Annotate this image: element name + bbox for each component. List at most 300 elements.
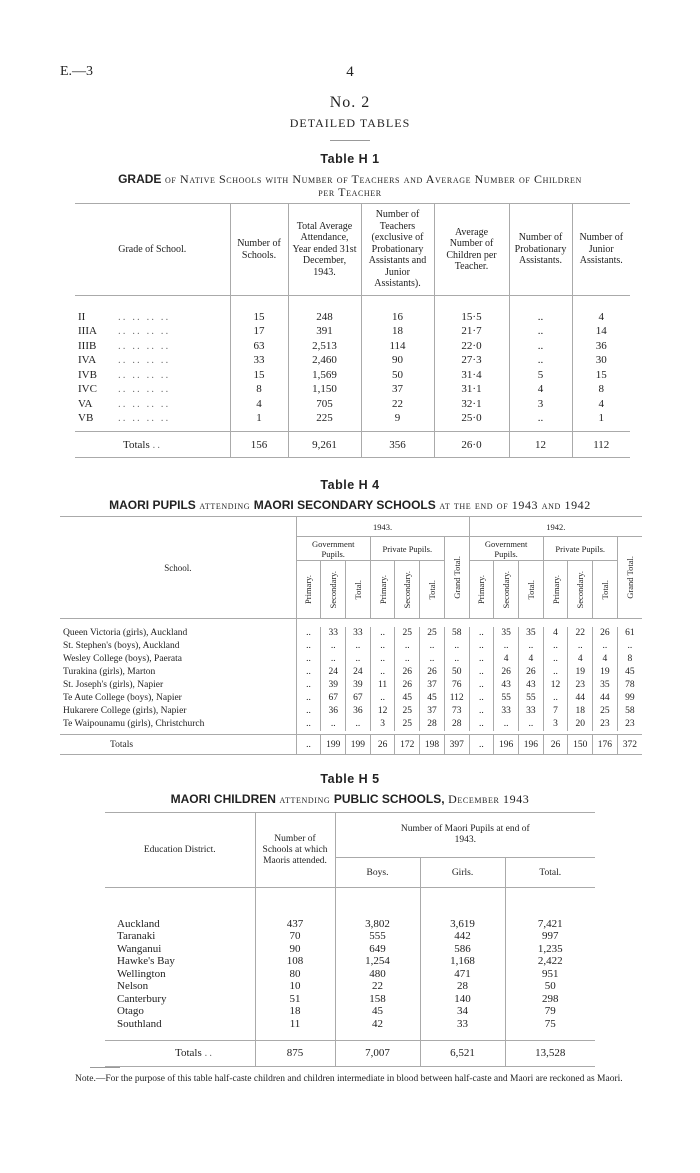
cell: .. [370, 666, 395, 679]
cell: 90 [255, 943, 335, 956]
cell: 26 [395, 666, 420, 679]
column-header: Boys. [335, 858, 420, 888]
totals-label: Totals .. [175, 1047, 214, 1059]
cell: 356 [361, 432, 434, 458]
cell: 25 [395, 705, 420, 718]
cell: .. [469, 692, 494, 705]
cell: 12 [543, 679, 568, 692]
cell: .. [543, 653, 568, 666]
cell: 11 [370, 679, 395, 692]
column-header: Primary. [550, 575, 561, 604]
row-label: II .. .. .. .. [78, 310, 171, 323]
column-header: Number of Junior Assistants. [572, 204, 630, 296]
cell: 7 [543, 705, 568, 718]
row-label: IVB .. .. .. .. [78, 368, 171, 381]
table-row [75, 310, 630, 325]
cell: 140 [420, 993, 505, 1006]
cell: .. [509, 310, 572, 325]
cell: 30 [572, 353, 630, 368]
cell: 44 [593, 692, 618, 705]
table-row [75, 353, 630, 368]
column-header: Total Average Attendance, Year ended 31st December, 1943. [288, 204, 361, 296]
column-header: Total. [352, 579, 363, 600]
table-h5 [105, 812, 595, 1067]
cell: 39 [346, 679, 371, 692]
cell: 19 [593, 666, 618, 679]
cell: .. [420, 653, 445, 666]
cell: 442 [420, 930, 505, 943]
cell: 67 [346, 692, 371, 705]
column-header: Total. [599, 579, 610, 600]
cell: 471 [420, 968, 505, 981]
table-row [60, 666, 642, 679]
column-header: Total. [505, 858, 595, 888]
cell: 3 [370, 718, 395, 731]
cell: 26·0 [434, 432, 509, 458]
table-totals-row [75, 432, 630, 458]
cell: 33 [420, 1018, 505, 1031]
cell: 150 [568, 735, 593, 755]
cell: 15 [230, 310, 288, 325]
year-header: 1942. [469, 517, 642, 537]
cell: .. [321, 653, 346, 666]
divider [90, 1067, 120, 1068]
cell: 196 [518, 735, 543, 755]
cell: 27·3 [434, 353, 509, 368]
cell: 158 [335, 993, 420, 1006]
cell: 5 [509, 368, 572, 383]
cell: 12 [370, 705, 395, 718]
column-header: Grade of School. [118, 243, 187, 255]
row-label: Nelson [117, 980, 149, 993]
cell: .. [321, 718, 346, 731]
heading-bold: PUBLIC SCHOOLS, [333, 792, 445, 806]
cell: 9 [361, 411, 434, 426]
cell: 45 [420, 692, 445, 705]
table-row [105, 993, 595, 1006]
cell: 705 [288, 397, 361, 412]
table-row [75, 368, 630, 383]
cell: 3 [509, 397, 572, 412]
cell: 34 [420, 1005, 505, 1018]
cell: 35 [593, 679, 618, 692]
cell: 25·0 [434, 411, 509, 426]
column-header: Education District. [143, 845, 216, 855]
cell: 24 [321, 666, 346, 679]
cell: 114 [361, 339, 434, 354]
cell: 33 [518, 705, 543, 718]
table-row [105, 968, 595, 981]
cell: 18 [255, 1005, 335, 1018]
cell: 4 [572, 397, 630, 412]
table-row [105, 1005, 595, 1018]
cell: .. [370, 640, 395, 653]
row-label: Wanganui [117, 942, 162, 955]
page-left-header: E.—3 [60, 64, 94, 79]
cell: 33 [230, 353, 288, 368]
cell: 17 [230, 324, 288, 339]
row-label: Te Aute College (boys), Napier [63, 693, 182, 703]
table-h4-heading [0, 498, 700, 513]
cell: 22·0 [434, 339, 509, 354]
cell: 15 [572, 368, 630, 383]
cell: 3 [543, 718, 568, 731]
cell: 1,168 [420, 955, 505, 968]
column-header: Girls. [420, 858, 505, 888]
table-row [60, 627, 642, 640]
cell: .. [469, 735, 494, 755]
table-row [105, 955, 595, 968]
row-label: Hawke's Bay [117, 955, 175, 968]
table-row [60, 640, 642, 653]
cell: 199 [321, 735, 346, 755]
cell: 67 [321, 692, 346, 705]
table-row [75, 382, 630, 397]
cell: 951 [505, 968, 595, 981]
column-header: Secondary. [501, 570, 512, 609]
totals-label: Totals [110, 739, 134, 750]
cell: 4 [543, 627, 568, 640]
cell: 112 [444, 692, 469, 705]
heading-rest: at the end of 1943 and 1942 [439, 498, 591, 512]
cell: 36 [346, 705, 371, 718]
table-totals-row [105, 1040, 595, 1066]
cell: 4 [509, 382, 572, 397]
cell: .. [518, 640, 543, 653]
cell: 58 [617, 705, 642, 718]
cell: .. [296, 640, 321, 653]
column-header: Secondary. [402, 570, 413, 609]
cell: .. [509, 324, 572, 339]
cell: 25 [593, 705, 618, 718]
cell: 1,150 [288, 382, 361, 397]
row-label: Wellington [117, 967, 166, 980]
cell: 23 [568, 679, 593, 692]
cell: 20 [568, 718, 593, 731]
cell: 3,802 [335, 918, 420, 931]
cell: .. [469, 640, 494, 653]
cell: 80 [255, 968, 335, 981]
cell: .. [296, 705, 321, 718]
cell: 649 [335, 943, 420, 956]
table-row [60, 692, 642, 705]
cell: 51 [255, 993, 335, 1006]
cell: .. [321, 640, 346, 653]
cell: .. [420, 640, 445, 653]
cell: 28 [444, 718, 469, 731]
year-header: 1943. [296, 517, 469, 537]
cell: 156 [230, 432, 288, 458]
column-header: Primary. [303, 575, 314, 604]
cell: 1,235 [505, 943, 595, 956]
cell: 997 [505, 930, 595, 943]
cell: 2,422 [505, 955, 595, 968]
cell: .. [296, 666, 321, 679]
table-row [60, 653, 642, 666]
cell: 4 [568, 653, 593, 666]
cell: .. [469, 666, 494, 679]
table-row [75, 339, 630, 354]
cell: .. [296, 627, 321, 640]
cell: .. [518, 718, 543, 731]
page-number: 4 [346, 64, 354, 80]
cell: 26 [518, 666, 543, 679]
column-group-header: Private Pupils. [370, 537, 444, 561]
cell: 22 [335, 980, 420, 993]
cell: .. [494, 718, 519, 731]
cell: 25 [395, 627, 420, 640]
cell: .. [509, 339, 572, 354]
footnote: Note.—For the purpose of this table half-caste children and children intermediate in blood between half-caste and Maori are reckoned as Maori. [75, 1074, 623, 1084]
row-label: IVA .. .. .. .. [78, 354, 171, 367]
heading-rest: attending [279, 792, 331, 806]
cell: 45 [335, 1005, 420, 1018]
column-header: Primary. [476, 575, 487, 604]
table-h1-label: Table H 1 [320, 152, 380, 166]
cell: 26 [543, 735, 568, 755]
row-label: St. Joseph's (girls), Napier [63, 680, 164, 690]
cell: 45 [395, 692, 420, 705]
column-header: Grand Total. [451, 556, 462, 599]
cell: 31·4 [434, 368, 509, 383]
column-header: Number of Schools. [230, 204, 288, 296]
cell: .. [494, 640, 519, 653]
section-number: No. 2 [329, 94, 371, 111]
cell: 372 [617, 735, 642, 755]
cell: 875 [255, 1040, 335, 1066]
cell: 196 [494, 735, 519, 755]
column-header: Primary. [377, 575, 388, 604]
cell: 9,261 [288, 432, 361, 458]
column-group-header: Government Pupils. [296, 537, 370, 561]
heading-rest: December 1943 [448, 792, 530, 806]
row-label: St. Stephen's (boys), Auckland [63, 641, 180, 651]
cell: 22 [361, 397, 434, 412]
table-totals-row [60, 735, 642, 755]
table-row [75, 324, 630, 339]
cell: 26 [420, 666, 445, 679]
cell: 18 [568, 705, 593, 718]
column-header: School. [164, 562, 192, 573]
cell: .. [617, 640, 642, 653]
cell: 50 [361, 368, 434, 383]
table-row [105, 1018, 595, 1031]
table-row [105, 918, 595, 931]
table-header-row [75, 204, 630, 296]
column-group-header: Private Pupils. [543, 537, 617, 561]
cell: 437 [255, 918, 335, 931]
table-row [105, 943, 595, 956]
cell: 58 [444, 627, 469, 640]
cell: 16 [361, 310, 434, 325]
table-row [60, 679, 642, 692]
table-row [75, 397, 630, 412]
cell: 61 [617, 627, 642, 640]
cell: 176 [593, 735, 618, 755]
cell: .. [395, 640, 420, 653]
row-label: Queen Victoria (girls), Auckland [63, 628, 188, 638]
cell: 31·1 [434, 382, 509, 397]
cell: .. [469, 653, 494, 666]
cell: 44 [568, 692, 593, 705]
cell: .. [543, 692, 568, 705]
cell: 73 [444, 705, 469, 718]
cell: 50 [505, 980, 595, 993]
cell: 1,254 [335, 955, 420, 968]
cell: 36 [321, 705, 346, 718]
cell: 172 [395, 735, 420, 755]
cell: 4 [572, 310, 630, 325]
cell: 4 [518, 653, 543, 666]
cell: .. [296, 692, 321, 705]
cell: 298 [505, 993, 595, 1006]
column-group-header: Number of Maori Pupils at end of 1943. [335, 813, 595, 858]
cell: 8 [617, 653, 642, 666]
cell: 391 [288, 324, 361, 339]
cell: 14 [572, 324, 630, 339]
column-header: Number of Schools at which Maoris attended. [255, 813, 335, 888]
cell: 13,528 [505, 1040, 595, 1066]
column-header: Total. [427, 579, 437, 600]
row-label: Wesley College (boys), Paerata [63, 654, 183, 664]
cell: .. [469, 705, 494, 718]
cell: .. [444, 653, 469, 666]
heading-bold: GRADE [118, 172, 162, 186]
cell: 37 [420, 679, 445, 692]
cell: 76 [444, 679, 469, 692]
cell: 25 [395, 718, 420, 731]
table-header-row [60, 517, 642, 537]
table-h5-heading [0, 792, 700, 807]
cell: 15·5 [434, 310, 509, 325]
cell: 248 [288, 310, 361, 325]
cell: .. [469, 718, 494, 731]
row-label: Te Waipounamu (girls), Christchurch [63, 719, 205, 729]
column-header: Secondary. [575, 570, 586, 609]
cell: .. [346, 718, 371, 731]
table-row [105, 980, 595, 993]
table-h5-label: Table H 5 [320, 772, 380, 786]
column-header: Secondary. [328, 570, 339, 609]
cell: 55 [518, 692, 543, 705]
cell: .. [593, 640, 618, 653]
cell: 8 [230, 382, 288, 397]
table-row [60, 705, 642, 718]
table-h4-label: Table H 4 [320, 478, 380, 492]
cell: 10 [255, 980, 335, 993]
cell: .. [346, 653, 371, 666]
cell: .. [296, 735, 321, 755]
cell: 4 [230, 397, 288, 412]
cell: 586 [420, 943, 505, 956]
cell: .. [370, 692, 395, 705]
cell: 15 [230, 368, 288, 383]
cell: 225 [288, 411, 361, 426]
cell: .. [543, 640, 568, 653]
cell: 1 [230, 411, 288, 426]
cell: 36 [572, 339, 630, 354]
cell: 480 [335, 968, 420, 981]
row-label: IIIA .. .. .. .. [78, 325, 171, 338]
cell: .. [509, 353, 572, 368]
cell: 397 [444, 735, 469, 755]
cell: 33 [321, 627, 346, 640]
cell: 35 [518, 627, 543, 640]
heading-bold: MAORI CHILDREN [170, 792, 276, 806]
cell: 12 [509, 432, 572, 458]
heading-rest: attending [199, 498, 251, 512]
row-label: IIIB .. .. .. .. [78, 339, 171, 352]
totals-label: Totals .. [123, 438, 162, 451]
column-header: Total. [525, 579, 536, 600]
table-row [60, 718, 642, 731]
cell: 26 [395, 679, 420, 692]
column-header: Number of Teachers (exclusive of Probationary Assistants and Junior Assistants). [361, 204, 434, 296]
cell: .. [296, 653, 321, 666]
cell: .. [469, 627, 494, 640]
cell: 25 [420, 627, 445, 640]
cell: 108 [255, 955, 335, 968]
cell: 55 [494, 692, 519, 705]
column-group-header: Government Pupils. [469, 537, 543, 561]
cell: 78 [617, 679, 642, 692]
cell: .. [296, 679, 321, 692]
cell: 199 [346, 735, 371, 755]
cell: 35 [494, 627, 519, 640]
cell: 3,619 [420, 918, 505, 931]
row-label: Auckland [117, 917, 160, 930]
cell: 2,513 [288, 339, 361, 354]
cell: 1,569 [288, 368, 361, 383]
table-row [75, 411, 630, 426]
cell: 28 [420, 718, 445, 731]
cell: 43 [494, 679, 519, 692]
cell: .. [444, 640, 469, 653]
cell: 26 [370, 735, 395, 755]
cell: 42 [335, 1018, 420, 1031]
cell: 19 [568, 666, 593, 679]
column-header: Number of Probationary Assistants. [509, 204, 572, 296]
divider [330, 140, 370, 141]
row-label: Taranaki [117, 930, 156, 943]
cell: 63 [230, 339, 288, 354]
cell: 28 [420, 980, 505, 993]
cell: 26 [494, 666, 519, 679]
cell: 23 [617, 718, 642, 731]
table-h1 [75, 203, 630, 458]
cell: 90 [361, 353, 434, 368]
cell: 45 [617, 666, 642, 679]
table-h1-heading-line2: per Teacher [318, 185, 382, 199]
section-title: DETAILED TABLES [289, 116, 411, 130]
cell: 7,421 [505, 918, 595, 931]
cell: 79 [505, 1005, 595, 1018]
cell: .. [469, 679, 494, 692]
cell: 50 [444, 666, 469, 679]
cell: 8 [572, 382, 630, 397]
cell: .. [370, 653, 395, 666]
row-label: VA .. .. .. .. [78, 397, 171, 410]
table-header-row [105, 813, 595, 858]
cell: 37 [361, 382, 434, 397]
row-label: Canterbury [117, 992, 167, 1005]
cell: 39 [321, 679, 346, 692]
cell: 11 [255, 1018, 335, 1031]
cell: 7,007 [335, 1040, 420, 1066]
cell: 198 [420, 735, 445, 755]
cell: 18 [361, 324, 434, 339]
row-label: IVC .. .. .. .. [78, 383, 171, 396]
